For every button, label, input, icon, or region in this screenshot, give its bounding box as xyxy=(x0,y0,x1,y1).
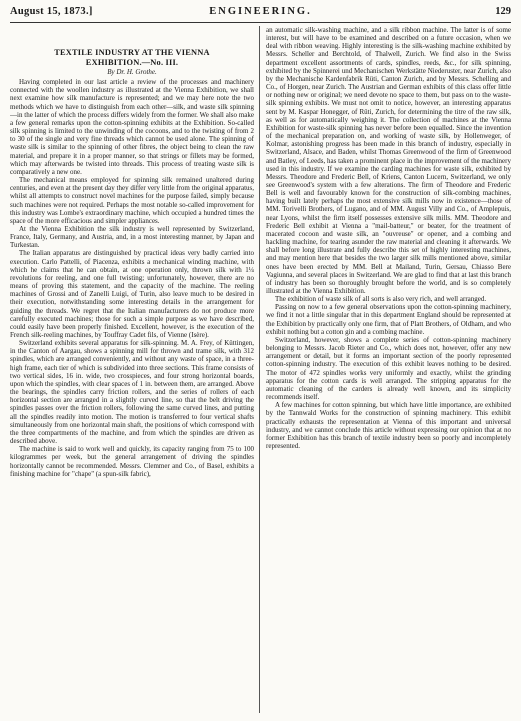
paragraph: The mechanical means employed for spinning silk remained unaltered during centuries, and even at the present day they differ very little from the original apparatus, whilst all attempts to construct novel machines for the purpose failed, simply because such machines were not required. Perhaps the most notable so-called improvement for this industry was Lombe's extraordinary machine, which occupied a hundred times the space of the more efficacious and simpler appliances. xyxy=(10,176,254,225)
paragraph: The exhibition of waste silk of all sorts is also very rich, and well arranged. xyxy=(275,295,487,304)
article-title-line-1: TEXTILE INDUSTRY AT THE VIENNA xyxy=(54,48,210,57)
article-byline: By Dr. H. Grothe. xyxy=(107,68,157,76)
left-column xyxy=(10,26,254,715)
paragraph: an automatic silk-washing machine, and a silk ribbon machine. The latter is of some interest, but will have to be examined and described on a future occasion, when we deal with ribbon weaving. Highly interesting is the silk-washing machine exhibited by Messrs. Scheller and Berchtold, of Thalwell, Zurich. We find also in the Swiss department excellent assortments of cards, spindles, reeds, &c., for silk spinning, exhibited by the Spinnerei und Mechanischen Werkstätte Niederuster, near Zurich, also by the Mechanische Kardenfabrik Rüti, Canton Zurich, and by Messrs. Schelling and Co., of Horgen, near Zurich. The Austrian and German exhibits of this class offer little or nothing new or original; we need devote no space to them, but pass on to the waste-silk spinning exhibits. We must not omit to notice, however, an interesting apparatus sent by M. Kaspar Honegger, of Rüti, Zurich, for determining the titre of the raw silk, as well as for automatically weighing it. The collection of machines at the Vienna Exhibition for waste-silk spinning has never before been equalled. Since the invention of the mechanical preparation on, and working of waste silk, by Hollenweger, of Kolmar, astonishing progress has been made in this branch of industry, especially in Switzerland, Alsace, and Baden, whilst Thomas Greenwood of the firm of Greenwood and Batley, of Leeds, has taken a prominent place in the improvement of the machinery used in this industry. If we examine the carding machines for waste silk, exhibited by Messrs. Theodore and Frederic Bell, of Kriens, Canton Lucern, Switzerland, we only see Greenwood's system with a few alterations. The firm of Theodore and Frederic Bell is well and favourably known for the construction of silk-combing machines, having built lately perhaps the most extensive silk mills now in existence—those of MM. Torivelli Brothers, of Lugano, and of MM. August Villy and Co., of Amplepuis, near Lyons, whilst the firm itself possesses extensive silk mills. MM. Theodore and Frederic Bell exhibit at Vienna a "mail-batteur," or beater, for the treatment of macerated cocoon and waste silk, an "ouvreuse" or opener, and a combing and hackling machine, for tearing asunder the raw material and cleaning it afterwards. We shall before long illustrate and fully describe this set of highly interesting machines, and may mention here that besides the two larger silk mills mentioned above, similar ones have been erected by MM. Bell at Mailand, Turin, Gersau, Chiasso Bere Vagiunna, and several places in Switzerland. We are glad to find that at last this branch of industry has been so thoroughly brought before the world, and is so completely illustrated at the Vienna Exhibition. xyxy=(266,26,511,295)
page-header xyxy=(10,6,511,22)
paragraph: The Italian apparatus are distinguished by practical ideas very badly carried into execution. Carlo Pattelli, of Piacenza, exhibits a mechanical winding machine, with which he claims that he can obtain, at one operation only, thrown silk with 1¼ revolutions for reeling, and one full twisting; unfortunately, however, there are no means of proving this statement, and the capacity of the machine. The reeling machines of Grossi and of Zanelli Luigi, of Turin, also leave much to be desired in their execution, notwithstanding some interesting details in the arrangement for guiding the threads. We regret that the Italian manufacturers do not produce more carefully executed machines; those for such a simple purpose as we have described, could easily have been properly finished. Excellent, however, is the execution of the French silk-reeling machines, by Touffray Cadet fils, of Vienne (Isère). xyxy=(10,249,254,339)
paragraph: Switzerland, however, shows a complete series of cotton-spinning machinery belonging to Messrs. Jacob Rieter and Co., which does not, however, offer any new arrangement or detail, but it forms an important section of the poorly represented cotton-spinning industry. The execution of this exhibit leaves nothing to be desired. The motor of 472 spindles works very uniformly and exactly, whilst the grinding apparatus for the cotton cards is well arranged. The stripping apparatus for the automatic cleaning of the carders is already well known, and its simplicity recommends itself. xyxy=(266,335,511,402)
paragraph: A few machines for cotton spinning, but which have little importance, are exhibited by the Tannwald Works for the construction of spinning machinery. This exhibit practically exhausts the representation at Vienna of this important and universal industry, and we cannot conclude this article without expressing our opinion that at no former Exhibition has this branch of textile industry been so poorly and incompletely represented. xyxy=(266,401,511,450)
paragraph: Having completed in our last article a review of the processes and machinery connected with the woollen industry as illustrated at the Vienna Exhibition, we shall next examine how silk manufacture is represented; and we may here note the two methods which we have to distinguish from each other—silk, and waste silk spinning—in the latter of which the process differs widely from the former. We shall also make a few general remarks upon the cotton-spinning exhibits at the Exhibition. So-called silk spinning is limited to the unwinding of the cocoons, and to the twisting of from 2 to 30 of the single and very fine threads which cannot be used alone. The spinning of waste silk is similar to the spinning of other fibres, the object being to clean the raw material, and prepare it in a proper manner, so that strings or fillets may be formed, which may afterwards be twisted into threads. This process of treating waste silk is comparatively a new one. xyxy=(10,78,254,176)
paragraph: At the Vienna Exhibition the silk industry is well represented by Switzerland, France, Italy, Germany, and Austria, and, in a most interesting manner, by Japan and Turkestan. xyxy=(10,224,254,250)
article-title xyxy=(10,48,254,67)
paragraph: The machine is said to work well and quickly, its capacity ranging from 75 to 100 kilogrammes per week, but the general arrangement of driving the spindles horizontally cannot be recommended. Messrs. Clemmer and Co., of Basel, exhibits a finishing machine for "chape" (a spun-silk fabric), xyxy=(10,445,254,478)
paragraph: Switzerland exhibits several apparatus for silk-spinning. M. A. Frey, of Küttingen, in the Canton of Aargau, shows a spinning mill for thrown and trame silk, with 312 spindles, which are arranged conveniently, and without any waste of space, in a three-high frame, each tier of which is subdivided into three sections. This frame consists of two vertical sides, 16 in. wide, two crosspieces, and four strong horizontal boards, upon which the spindles, with clear spaces of 1 in. between them, are arranged. Above the bearings, the spindles carry friction rollers, and the series of rollers of each horizontal section are arranged in a slightly curved line, so that the belt driving the spindles passes over the friction rollers, following the same curved lines, and putting all the spindles readily into motion. The motion is transferred to four vertical shafts simultaneously from one horizontal main shaft, the positions of which correspond with the three compartments of the machine, and from which the spindles are driven as described above. xyxy=(10,339,254,446)
right-column xyxy=(266,26,511,715)
paragraph: Passing on now to a few general observations upon the cotton-spinning machinery, we find it not a little singular that in this department England should be represented at the Exhibition by practically only one firm, that of Platt Brothers, of Oldham, and who exhibit nothing but a cotton gin and a combing machine. xyxy=(266,303,511,336)
journal-title: ENGINEERING. xyxy=(209,6,312,17)
issue-date: August 15, 1873.] xyxy=(10,6,93,17)
column-divider xyxy=(259,26,260,713)
header-rule xyxy=(10,22,511,23)
article-title-line-2: EXHIBITION.—No. III. xyxy=(85,57,179,67)
page-number: 129 xyxy=(495,6,511,17)
